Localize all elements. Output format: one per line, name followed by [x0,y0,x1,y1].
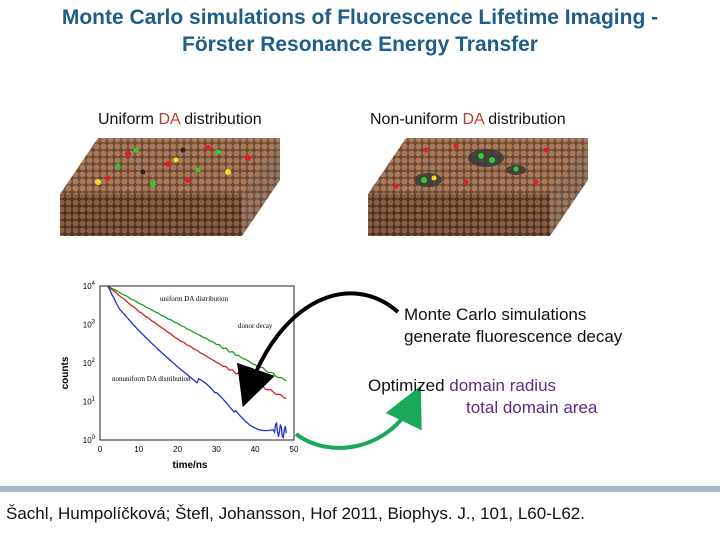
domain-radius-text: domain radius [449,376,557,395]
label-text: distribution [483,111,566,128]
opt-line-1 [368,375,597,397]
total-domain-area-text: total domain area [466,398,598,417]
nonuniform-series-label: nonuniform DA distribution [112,375,191,383]
label-text: Uniform [98,111,159,128]
x-tick-label: 0 [97,445,103,454]
label-text: Non-uniform [370,111,463,128]
opt-prefix: Optimized [368,376,450,395]
title-line-1: Monte Carlo simulations of Fluorescence Lifetime Imaging - [61,6,659,29]
monte-carlo-note [404,304,622,348]
bottom-divider [0,486,720,492]
title-line-2: Förster Resonance Energy Transfer [182,33,538,56]
label-text: distribution [179,111,262,128]
x-tick-label: 50 [289,445,299,454]
x-tick-label: 10 [134,445,144,454]
mc-line-2: generate fluorescence decay [404,327,623,346]
optimized-note [368,375,597,419]
y-tick-label: $10^1$ [82,396,95,407]
x-tick-label: 40 [250,445,260,454]
x-tick-label: 20 [173,445,183,454]
y-tick-label: $10^4$ [82,281,95,291]
donor-series-label: donor decay [238,322,273,330]
uniform-series-label: uniform DA distribution [160,295,229,303]
y-tick-label: $10^0$ [82,435,95,445]
x-axis-label: time/ns [172,460,208,471]
reference-citation: Šachl, Humpolíčková; Štefl, Johansson, Hof 2011, Biophys. J., 101, L60-L62. [6,504,585,523]
y-tick-label: $10^2$ [82,358,95,368]
y-tick-label: $10^3$ [82,319,95,330]
y-axis-label: counts [60,356,71,390]
da-text: DA [462,111,484,128]
da-text: DA [158,111,180,128]
mc-line-1: Monte Carlo simulations [404,305,587,324]
x-tick-label: 30 [211,445,221,454]
